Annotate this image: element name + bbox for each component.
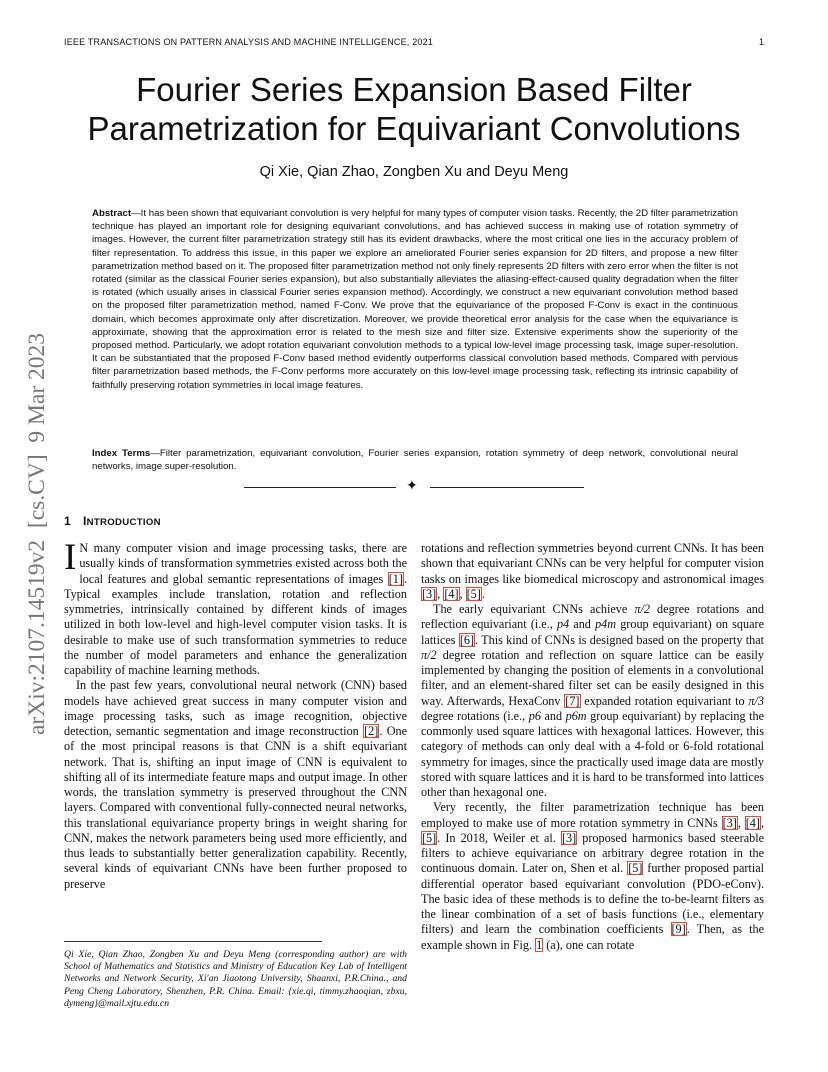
- math-inline: p4m: [595, 617, 617, 632]
- text-run: In the past few years, convolutional neural network (CNN) based models have achieved great success in many computer vision and image processing tasks, such as image recognition, objective detection, semantic segmentation and image reconstruction: [64, 678, 407, 738]
- separator-rule-right: [430, 487, 584, 488]
- paragraph: [421, 602, 764, 800]
- citation-link[interactable]: [3]: [422, 586, 437, 601]
- paragraph: [421, 800, 764, 953]
- index-terms-text: —Filter parametrization, equivariant convolution, Fourier series expansion, rotation symmetry of deep network, convolutional neural networks, image super-resolution.: [92, 448, 738, 473]
- affiliation-footnote: Qi Xie, Qian Zhao, Zongben Xu and Deyu Meng (corresponding author) are with School of Mathematics and Statistics and Ministry of Education Key Lab of Intelligent Networks and Network Security, Xi'an Jiaotong University, Shaanxi, P.R.China., and Peng Cheng Laboratory, Shenzhen, P.R. China. Email: {xie.qi, timmy.zhaoqian, zbxu, dymeng}@mail.xjtu.edu.cn: [64, 949, 407, 1009]
- citation-link[interactable]: [3]: [561, 830, 577, 845]
- text-run: ,: [737, 815, 745, 830]
- section-title-rest: NTRODUCTION: [86, 517, 161, 528]
- citation-link[interactable]: [9]: [671, 922, 686, 937]
- text-run: ,: [760, 815, 765, 830]
- separator-rule-left: [244, 487, 396, 488]
- title-line-1: Fourier Series Expansion Based Filter: [136, 71, 692, 108]
- text-run: . Then, as the example shown in Fig.: [421, 922, 764, 952]
- arxiv-identifier-stamp: [14, 290, 54, 740]
- author-list: Qi Xie, Qian Zhao, Zongben Xu and Deyu Meng: [259, 164, 569, 180]
- math-inline: π/3: [748, 693, 764, 708]
- paragraph: [421, 541, 764, 602]
- text-run: and: [569, 617, 596, 632]
- page-number: 1: [758, 37, 764, 47]
- text-run: . One of the most principal reasons is that CNN is a shift equivariant network. That is, shifting an input image of CNN is equivalent to shifting all of its intermediate feature maps and output image. In other words, the translation symmetry is preserved throughout the CNN layers. Compared with conventional fully-connected neural networks, this translational equivariance property brings in weight sharing for CNN, makes the network parameters being used more efficiently, and thus leads to substantially better generalization capability. Recently, several kinds of equivariant CNNs have been further proposed to preserve: [64, 724, 407, 891]
- abstract-text: —It has been shown that equivariant convolution is very helpful for many types of computer vision tasks. Recently, the 2D filter parametrization technique has played an important role for designing equivariant convolutions, and has achieved success in making use of rotation symmetry of images. However, the current filter parametrization strategy still has its evident drawbacks, where the most critical one lies in the accuracy problem of filter representation. To address this issue, in this paper we explore an ameliorated Fourier series expansion for 2D filters, and propose a new filter parametrization method based on it. The proposed filter parametrization method not only finely represents 2D filters with zero error when the filter is not rotated (similar as the classical Fourier series expansion), but also substantially alleviates the aliasing-effect-caused quality degradation when the filter is rotated (which usually arises in classical Fourier series expansion method). Accordingly, we construct a new equivariant convolution method based on the proposed filter parametrization method, named F-Conv. We prove that the equivariance of the proposed F-Conv is exact in the continuous domain, which becomes approximate only after discretization. Moreover, we provide theoretical error analysis for the case when the equivariance is approximate, showing that the approximation error is related to the mesh size and filter size. Extensive experiments show the superiority of the proposed method. Particularly, we adopt rotation equivariant convolution methods to a typical low-level image processing task, image super-resolution. It can be substantiated that the proposed F-Conv based method evidently outperforms classical convolution based methods. Compared with pervious filter parametrization based methods, the F-Conv performs more accurately on this low-level image processing task, reflecting its intrinsic capability of faithfully preserving rotation symmetries in local image features.: [92, 208, 738, 391]
- text-run: (a), one can rotate: [543, 937, 635, 952]
- index-terms: [92, 447, 738, 473]
- citation-link[interactable]: [5]: [422, 830, 437, 845]
- arxiv-identifier: arXiv:2107.14519v2 [cs.CV] 9 Mar 2023: [24, 332, 50, 735]
- abstract-label: Abstract: [92, 208, 132, 219]
- citation-link[interactable]: [4]: [444, 586, 459, 601]
- text-run: degree rotation and reflection on square lattice can be easily implemented by changing the position of elements in a convolutional filter, and an element-shared filter set can be easily designed in this way. Afterwards, HexaConv: [421, 647, 764, 708]
- section-heading: [64, 514, 161, 528]
- paper-title: [40, 70, 788, 148]
- small-caps-lead: N: [79, 541, 89, 555]
- paragraph: [64, 678, 407, 892]
- text-run: expanded rotation equivariant to: [580, 693, 749, 708]
- citation-link[interactable]: [4]: [745, 815, 760, 830]
- left-column: [64, 537, 407, 892]
- index-terms-label: Index Terms: [92, 448, 151, 459]
- text-run: many computer vision and image processing tasks, there are usually kinds of transformation symmetries existed across both the local features and global semantic representations of images: [79, 541, 407, 586]
- citation-link[interactable]: [5]: [628, 861, 643, 876]
- text-run: . In 2018, Weiler et al.: [437, 830, 561, 845]
- footnote-rule: [64, 941, 322, 942]
- section-separator: [244, 480, 584, 496]
- text-run: and: [540, 708, 566, 723]
- text-run: degree rotations and reflection equivariant (i.e.,: [421, 602, 764, 632]
- citation-link[interactable]: [5]: [466, 586, 481, 601]
- text-run: further proposed partial differential operator based equivariant convolution (PDO-eConv). The basic idea of these methods is to define the to-be-learnt filters as the linear combination of a set of basis functions (i.e., elementary filters) and learn the combination coefficients: [421, 861, 765, 937]
- citation-link[interactable]: [1]: [388, 571, 403, 586]
- text-run: Very recently, the filter parametrization technique has been employed to make use of more rotation symmetry in CNNs: [421, 800, 764, 830]
- figure-link[interactable]: 1: [536, 937, 543, 952]
- text-run: rotations and reflection symmetries beyond current CNNs. It has been shown that equivariant CNNs can be very helpful for computer vision tasks on images like biomedical microscopy and astronomical images: [421, 541, 764, 586]
- math-inline: p4: [556, 617, 570, 632]
- math-inline: π/2: [634, 602, 650, 616]
- text-run: . This kind of CNNs is designed based on the property that: [475, 632, 764, 647]
- section-title-initial: I: [82, 514, 87, 528]
- citation-link[interactable]: [6]: [459, 632, 475, 647]
- math-inline: p6m: [565, 708, 587, 723]
- text-run: degree rotations (i.e.,: [421, 708, 529, 723]
- math-inline: π/2: [421, 647, 437, 662]
- text-run: . Typical examples include translation, rotation and reflection symmetries, intrinsically contained by different kinds of images utilized in both low-level and high-level computer vision tasks. It is desirable to make use of such transformation symmetries to reduce the number of model parameters and enhance the generalization capability of machine learning methods.: [64, 571, 407, 677]
- text-run: ,: [437, 586, 444, 601]
- text-run: .: [481, 586, 485, 601]
- text-run: proposed harmonics based steerable filters to achieve equivariance on arbitrary degree rotation in the continuous domain. Later on, Shen et al.: [421, 830, 764, 876]
- citation-link[interactable]: [2]: [364, 724, 379, 738]
- citation-link[interactable]: [7]: [565, 693, 580, 708]
- citation-link[interactable]: [3]: [722, 815, 737, 830]
- abstract: [92, 207, 738, 392]
- separator-diamond-icon: ✦: [406, 479, 418, 494]
- running-header: IEEE TRANSACTIONS ON PATTERN ANALYSIS AND MACHINE INTELLIGENCE, 2021: [64, 37, 434, 47]
- text-run: The early equivariant CNNs achieve: [433, 602, 635, 616]
- text-run: group equivariant) by replacing the commonly used square lattices with hexagonal lattices. However, this category of methods can only deal with a 4-fold or 6-fold rotational symmetry for images, since the practically used image data are mostly stored with square lattices and it is hard to be transformed into lattices other than hexagonal one.: [421, 708, 764, 799]
- title-line-2: Parametrization for Equivariant Convolutions: [87, 110, 741, 147]
- text-run: ,: [459, 586, 466, 601]
- right-column: [421, 541, 764, 953]
- text-run: group equivariant) on square lattices: [421, 617, 764, 647]
- paragraph: [64, 537, 407, 678]
- math-inline: p6: [528, 708, 541, 723]
- drop-cap: I: [64, 537, 77, 578]
- section-number: 1: [64, 514, 71, 528]
